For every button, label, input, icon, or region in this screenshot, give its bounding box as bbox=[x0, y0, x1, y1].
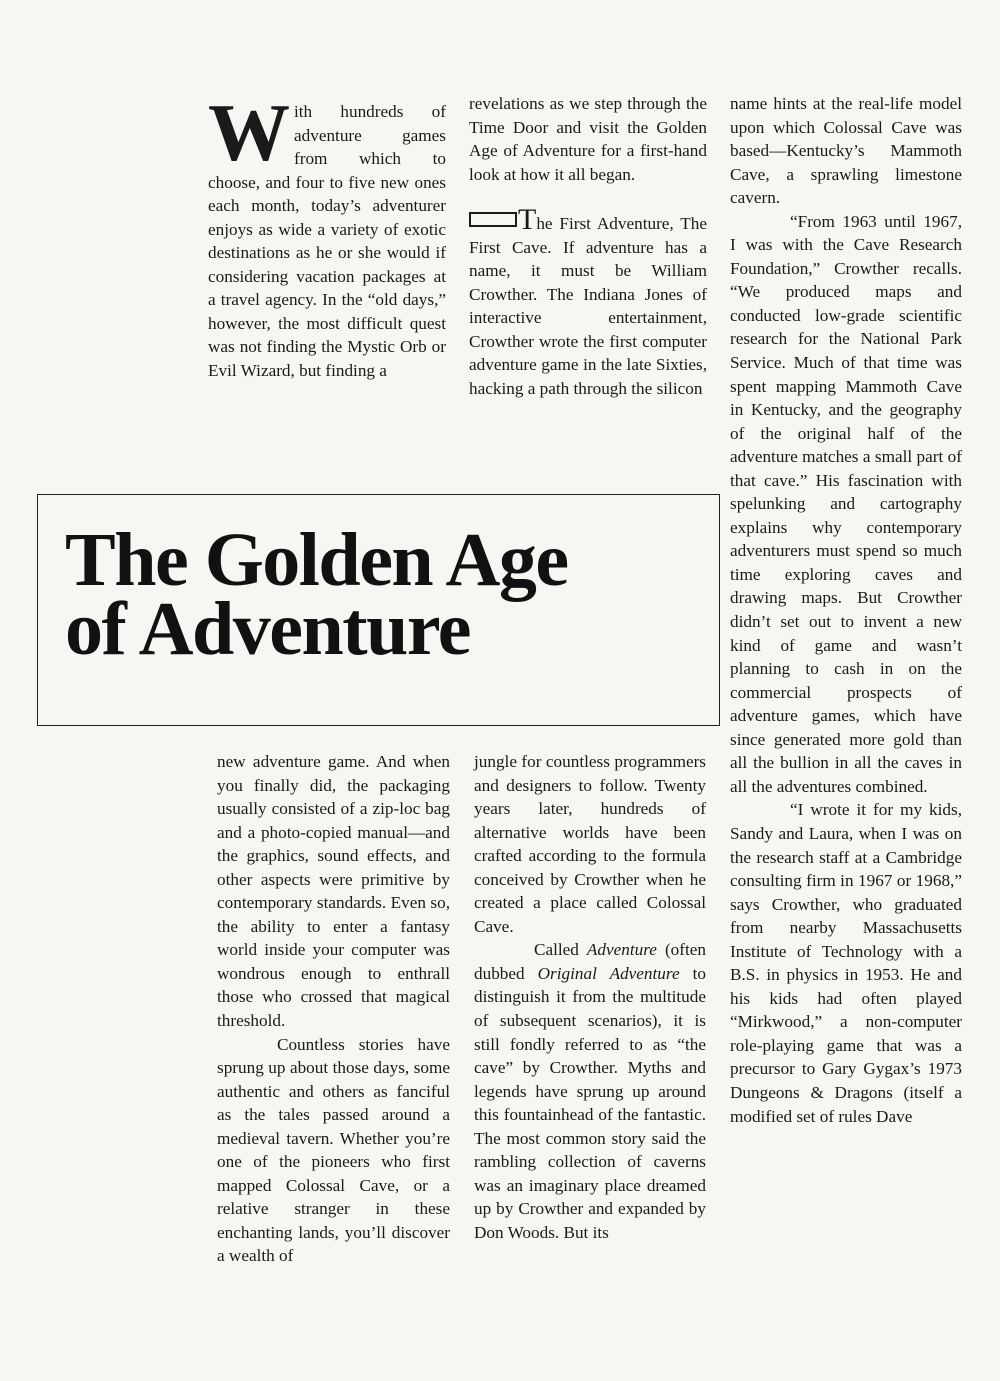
italic-title: Original Adventure bbox=[537, 963, 680, 983]
column-1-top bbox=[208, 87, 446, 383]
text-run: to distinguish it from the multitude of subsequent scenarios), it is still fondly referred to as “the cave” by Crowther. Myths and legends have sprung up around this fountainhead of the fantastic. The most common story said the rambling collection of caverns was an imaginary place dreamed up by Crowther and expanded by Don Woods. But its bbox=[474, 963, 706, 1242]
column-2-bottom bbox=[474, 750, 706, 1244]
text-run: (often dubbed bbox=[474, 940, 706, 983]
col2-top-paragraph-2-text: he First Adventure, The First Cave. If adventure has a name, it must be William Crowther. The Indiana Jones of interactive entertainment, Crowther wrote the first computer adventure game in the late Sixties, hacking a path through the silicon bbox=[469, 214, 707, 399]
italic-title: Adventure bbox=[586, 940, 657, 960]
article-title bbox=[65, 518, 568, 671]
column-1-bottom bbox=[217, 750, 450, 1268]
column-2-top bbox=[469, 92, 707, 401]
col2-top-paragraph-2 bbox=[469, 203, 707, 400]
col3-paragraph-2: “From 1963 until 1967, I was with the Cave Research Foundation,” Crowther recalls. “We produced maps and conducted low-grade scientific research for the National Park Service. Much of that time was spent mapping Mammoth Cave in Kentucky, and the geography of the original half of the adventure matches a small part of that cave.” His fascination with spelunking and cartography explains why contemporary adventurers must spend so much time exploring caves and drawing maps. But Crowther didn’t set out to invent a new kind of game and wasn’t planning to cash in on the commercial prospects of adventure games, which have since generated more gold than all the bullion in all the caves in all the adventures combined. bbox=[730, 211, 962, 796]
col3-paragraph-1: name hints at the real-life model upon which Colossal Cave was based—Kentucky’s Mammoth Cave, a sprawling limestone cavern. bbox=[730, 94, 962, 208]
col2-bottom-paragraph-1: jungle for countless programmers and designers to follow. Twenty years later, hundreds of alternative worlds have been crafted according to the formula conceived by Crowther when he created a place called Colossal Cave. bbox=[474, 752, 706, 936]
section-initial: T bbox=[518, 203, 537, 237]
col1-bottom-paragraph-1: new adventure game. And when you finally did, the packaging usually consisted of a zip-loc bag and a photo-copied manual—and the graphics, sound effects, and other aspects were primitive by contemporary standards. Even so, the ability to enter a fantasy world inside your computer was wondrous enough to enthrall those who crossed that magical threshold. bbox=[217, 752, 450, 1031]
section-rule-icon bbox=[469, 212, 517, 227]
title-line-1: The Golden Age bbox=[65, 518, 568, 602]
title-box bbox=[37, 494, 720, 726]
col1-bottom-paragraph-2: Countless stories have sprung up about those days, some authentic and others as fanciful as the tales passed around a medieval tavern. Whether you’re one of the pioneers who first mapped Colossal Cave, or a relative stranger in these enchanting lands, you’ll discover a wealth of bbox=[217, 1034, 450, 1266]
column-3 bbox=[730, 92, 962, 1128]
col3-paragraph-3: “I wrote it for my kids, Sandy and Laura, when I was on the research staff at a Cambridge consulting firm in 1967 or 1968,” says Crowther, who graduated from nearby Massachusetts Institute of Technology with a B.S. in physics in 1953. He and his kids had often played “Mirkwood,” a non-computer role-playing game that was a precursor to Gary Gygax’s 1973 Dungeons & Dragons (itself a modified set of rules Dave bbox=[730, 800, 962, 1126]
text-run: Called bbox=[534, 940, 587, 960]
title-line-2: of Adventure bbox=[65, 587, 470, 671]
col2-top-paragraph-1: revelations as we step through the Time Door and visit the Golden Age of Adventure for a first-hand look at how it all began. bbox=[469, 94, 707, 184]
intro-paragraph bbox=[208, 87, 446, 383]
col2-bottom-paragraph-2 bbox=[474, 938, 706, 1244]
drop-cap-w: W bbox=[208, 87, 290, 178]
intro-text: ith hundreds of adventure games from which to choose, and four to five new ones each month, today’s adventurer enjoys as wide a variety of exotic destinations as he or she would if considering vacation packages at a travel agency. In the “old days,” however, the most difficult quest was not finding the Mystic Orb or Evil Wizard, but finding a bbox=[208, 102, 446, 381]
